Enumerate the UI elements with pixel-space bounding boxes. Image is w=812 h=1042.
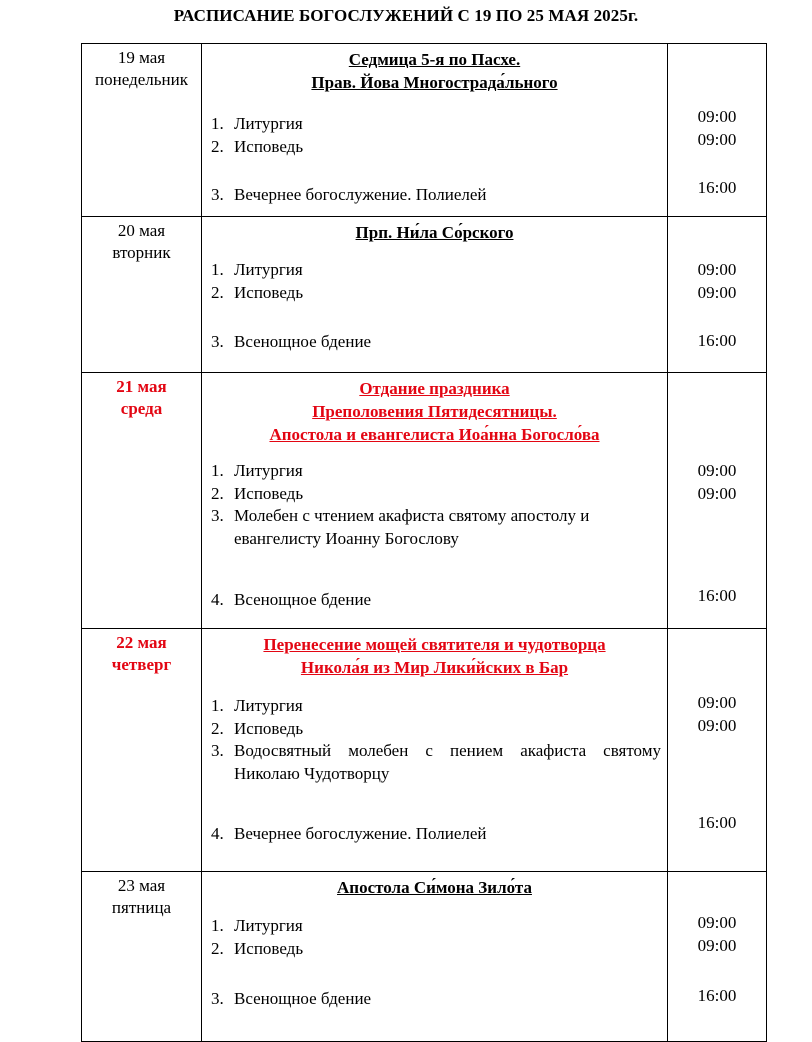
- date-cell: [82, 872, 202, 1042]
- day-heading: Седмица 5-я по Пасхе.: [348, 50, 521, 69]
- weekday-label: среда: [120, 399, 163, 418]
- time-cell: [668, 872, 767, 1042]
- day-heading: Прав. Йова Многострада́льного: [311, 73, 558, 92]
- service-item: 1. Литургия: [211, 916, 303, 935]
- service-item: 3. Всенощное бдение: [211, 332, 372, 351]
- table-row: [82, 629, 767, 872]
- day-heading: Преполовения Пятидесятницы.: [312, 402, 557, 421]
- table-row: [82, 44, 767, 217]
- service-time: 09:00: [697, 935, 737, 955]
- weekday-label: вторник: [112, 243, 171, 262]
- date-cell: [82, 629, 202, 872]
- service-item: 4. Вечернее богослужение. Полиелей: [211, 824, 487, 843]
- date-label: 20 мая: [117, 221, 166, 240]
- service-item: 3. Вечернее богослужение. Полиелей: [211, 185, 487, 204]
- date-cell: [82, 44, 202, 217]
- day-heading: Отдание праздника: [359, 379, 510, 398]
- page-title: РАСПИСАНИЕ БОГОСЛУЖЕНИЙ С 19 ПО 25 МАЯ 2025г.: [173, 6, 639, 25]
- service-item: 2. Исповедь: [211, 136, 304, 156]
- service-item: 4. Всенощное бдение: [211, 590, 372, 609]
- service-item: 1. Литургия: [211, 696, 303, 715]
- day-heading: Прп. Ни́ла Со́рского: [355, 223, 514, 242]
- service-time: 16:00: [697, 178, 737, 197]
- service-item: 1. Литургия: [211, 461, 303, 480]
- service-time: 16:00: [697, 813, 737, 832]
- day-heading: Апостола и евангелиста Иоа́нна Богосло́ва: [269, 425, 600, 444]
- service-time: 16:00: [697, 331, 737, 350]
- service-time: 09:00: [697, 693, 737, 712]
- service-item: 3. Всенощное бдение: [211, 989, 372, 1008]
- service-item: 1. Литургия: [211, 260, 303, 279]
- service-time: 16:00: [697, 586, 737, 605]
- service-cell: [202, 872, 668, 1042]
- date-cell: [82, 217, 202, 373]
- service-time: 09:00: [697, 282, 737, 302]
- service-cell: [202, 629, 668, 872]
- weekday-label: пятница: [111, 898, 172, 917]
- service-time: 09:00: [697, 107, 737, 126]
- day-heading: Апостола Си́мона Зило́та: [337, 878, 532, 897]
- service-cell: [202, 44, 668, 217]
- service-item: 1. Литургия: [211, 114, 303, 133]
- service-cell: [202, 373, 668, 629]
- day-heading: Перенесение мощей святителя и чудотворца: [263, 635, 606, 654]
- weekday-label: четверг: [111, 655, 172, 674]
- time-cell: [668, 373, 767, 629]
- time-cell: [668, 217, 767, 373]
- date-label: 22 мая: [116, 633, 167, 652]
- date-label: 21 мая: [116, 377, 167, 396]
- service-item: 2. Исповедь: [211, 282, 304, 302]
- service-item: 3. Водосвятный молебен с пением акафиста святому Николаю Чудотворцу: [211, 741, 661, 783]
- service-time: 16:00: [697, 986, 737, 1005]
- time-cell: [668, 629, 767, 872]
- service-time: 09:00: [697, 483, 737, 503]
- date-label: 23 мая: [117, 876, 166, 895]
- service-item: 2. Исповедь: [211, 483, 304, 503]
- date-label: 19 мая: [117, 48, 166, 67]
- table-row: [82, 872, 767, 1042]
- service-cell: [202, 217, 668, 373]
- service-item: 2. Исповедь: [211, 938, 304, 958]
- weekday-label: понедельник: [95, 70, 188, 89]
- service-time: 09:00: [697, 461, 737, 480]
- service-time: 09:00: [697, 913, 737, 932]
- service-item: 2. Исповедь: [211, 718, 304, 738]
- schedule-table: [81, 43, 767, 1042]
- day-heading: Никола́я из Мир Лики́йских в Бар: [300, 658, 569, 677]
- service-time: 09:00: [697, 715, 737, 735]
- table-row: [82, 373, 767, 629]
- table-row: [82, 217, 767, 373]
- service-time: 09:00: [697, 129, 737, 149]
- time-cell: [668, 44, 767, 217]
- date-cell: [82, 373, 202, 629]
- service-time: 09:00: [697, 260, 737, 279]
- service-item: 3. Молебен с чтением акафиста святому апостолу и евангелисту Иоанну Богослову: [211, 506, 590, 548]
